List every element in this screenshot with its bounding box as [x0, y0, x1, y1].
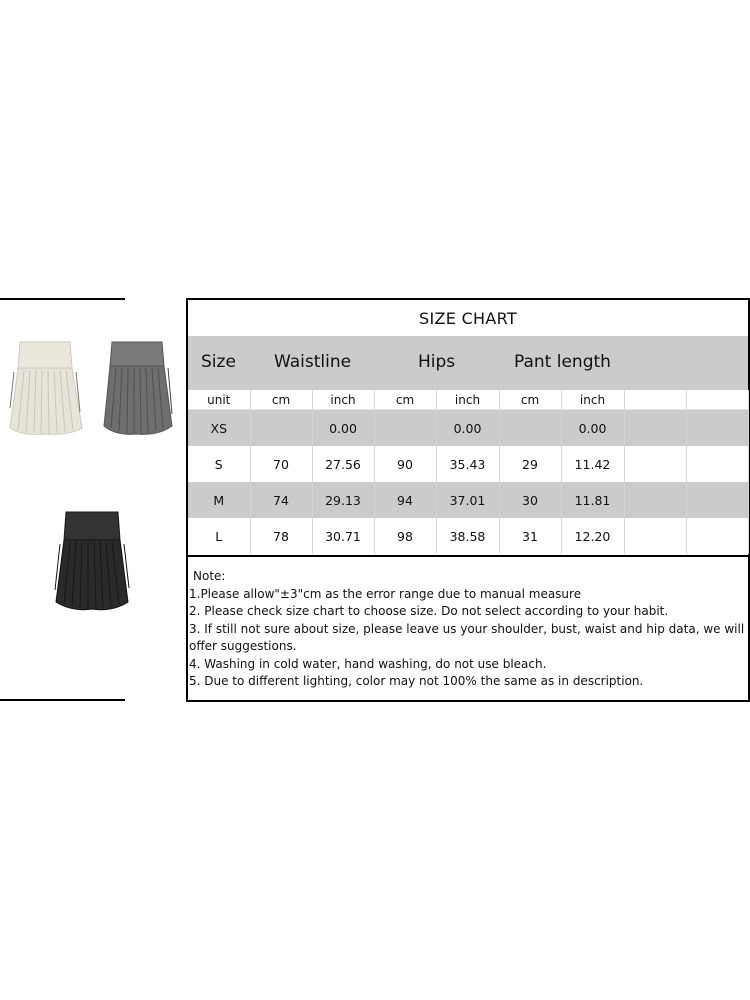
- unit-cell: inch: [561, 390, 624, 410]
- hips-inch: 0.00: [436, 410, 499, 447]
- unit-cell: inch: [312, 390, 374, 410]
- chart-header-row: [188, 336, 748, 390]
- note-item: 1.Please allow"±3"cm as the error range due to manual measure: [189, 586, 582, 601]
- hips-inch: 35.43: [436, 446, 499, 482]
- unit-label: unit: [188, 390, 250, 410]
- length-cm: 29: [499, 446, 561, 482]
- unit-cell: [624, 390, 686, 410]
- unit-row: [188, 390, 748, 410]
- size-table: [188, 390, 749, 554]
- size-label: S: [188, 446, 250, 482]
- unit-cell: cm: [499, 390, 561, 410]
- empty-cell: [686, 482, 748, 518]
- hips-cm: 90: [374, 446, 436, 482]
- length-inch: 12.20: [561, 518, 624, 554]
- length-inch: 11.81: [561, 482, 624, 518]
- header-pant-length: Pant length: [514, 352, 611, 372]
- unit-cell: cm: [374, 390, 436, 410]
- empty-cell: [624, 518, 686, 554]
- unit-cell: [686, 390, 748, 410]
- note-item: 4. Washing in cold water, hand washing, do not use bleach.: [189, 656, 547, 671]
- product-images: [0, 300, 186, 699]
- cream-skirt-image: [8, 338, 84, 442]
- empty-cell: [686, 410, 748, 447]
- waist-inch: 27.56: [312, 446, 374, 482]
- hips-cm: 98: [374, 518, 436, 554]
- hips-cm: [374, 410, 436, 447]
- waist-cm: 74: [250, 482, 312, 518]
- length-cm: [499, 410, 561, 447]
- waist-inch: 29.13: [312, 482, 374, 518]
- hips-inch: 38.58: [436, 518, 499, 554]
- length-cm: 30: [499, 482, 561, 518]
- waist-cm: 70: [250, 446, 312, 482]
- frame-border-bottom: [0, 699, 125, 701]
- size-label: L: [188, 518, 250, 554]
- notes-section: [189, 568, 745, 691]
- hips-inch: 37.01: [436, 482, 499, 518]
- empty-cell: [624, 446, 686, 482]
- empty-cell: [686, 518, 748, 554]
- gray-skirt-image: [100, 338, 176, 442]
- chart-title: SIZE CHART: [419, 308, 517, 328]
- size-row-m: [188, 482, 748, 518]
- length-cm: 31: [499, 518, 561, 554]
- size-chart-panel: [188, 298, 750, 702]
- hips-cm: 94: [374, 482, 436, 518]
- size-chart-frame: [0, 298, 750, 702]
- size-row-l: [188, 518, 748, 554]
- header-waistline: Waistline: [274, 352, 352, 372]
- waist-inch: 30.71: [312, 518, 374, 554]
- notes-divider: [188, 555, 748, 557]
- size-label: XS: [188, 410, 250, 447]
- unit-cell: cm: [250, 390, 312, 410]
- empty-cell: [624, 482, 686, 518]
- empty-cell: [686, 446, 748, 482]
- waist-cm: 78: [250, 518, 312, 554]
- unit-cell: inch: [436, 390, 499, 410]
- size-label: M: [188, 482, 250, 518]
- length-inch: 0.00: [561, 410, 624, 447]
- notes-title: Note:: [193, 569, 226, 583]
- note-item: 5. Due to different lighting, color may not 100% the same as in description.: [189, 674, 644, 688]
- black-skirt-image: [52, 508, 132, 618]
- waist-cm: [250, 410, 312, 447]
- size-row-xs: [188, 410, 748, 447]
- header-hips: Hips: [418, 352, 456, 372]
- header-size: Size: [201, 352, 236, 372]
- size-row-s: [188, 446, 748, 482]
- note-item: 2. Please check size chart to choose size. Do not select according to your habit.: [189, 604, 669, 618]
- length-inch: 11.42: [561, 446, 624, 482]
- note-item: 3. If still not sure about size, please leave us your shoulder, bust, waist and hip data, we will offer suggestions.: [189, 621, 745, 653]
- empty-cell: [624, 410, 686, 447]
- waist-inch: 0.00: [312, 410, 374, 447]
